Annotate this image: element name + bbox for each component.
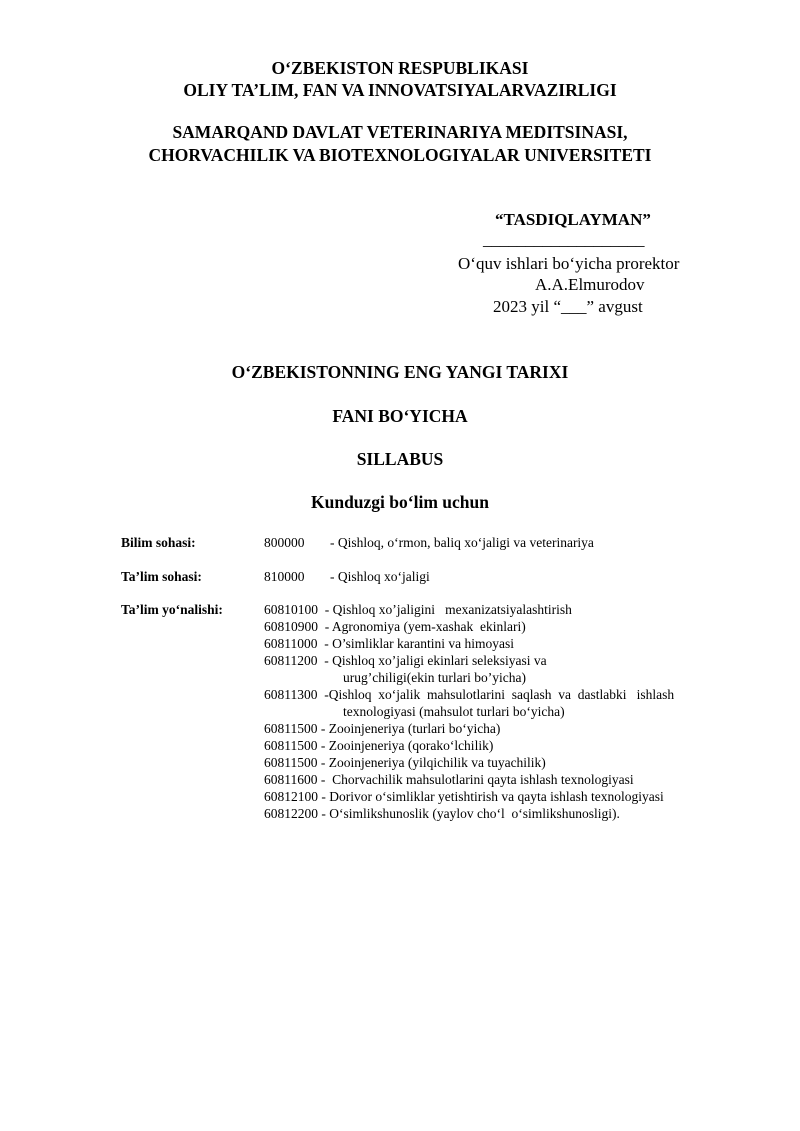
direction-item [264, 653, 547, 669]
direction-text: - Zooinjeneriya (turlari bo‘yicha) [317, 721, 501, 736]
direction-text: - O’simliklar karantini va himoyasi [317, 636, 514, 651]
talim-yonalishi-label: Ta’lim yo‘nalishi: [121, 602, 223, 617]
signature-line: ___________________ [483, 230, 645, 249]
direction-item [264, 789, 664, 805]
document-type: SILLABUS [356, 449, 444, 469]
bilim-sohasi-value: - Qishloq, o‘rmon, baliq xo‘jaligi va veterinariya [330, 535, 594, 550]
direction-text: - Zooinjeneriya (qorako‘lchilik) [317, 738, 494, 753]
university-line-1: SAMARQAND DAVLAT VETERINARIYA MEDITSINASI, [172, 122, 628, 142]
direction-code: 60811000 [264, 636, 318, 651]
direction-code: 60811200 [264, 653, 318, 668]
direction-continuation: urug’chiligi(ekin turlari bo’yicha) [343, 670, 526, 685]
direction-item [264, 738, 493, 754]
talim-sohasi-label: Ta’lim sohasi: [121, 569, 202, 584]
talim-sohasi-code: 810000 [264, 569, 305, 584]
university-line-2: CHORVACHILIK VA BIOTEXNOLOGIYALAR UNIVERSITETI [148, 145, 652, 165]
ministry-line-1: O‘ZBEKISTON RESPUBLIKASI [271, 58, 529, 78]
direction-text: - Agronomiya (yem-xashak ekinlari) [318, 619, 526, 634]
direction-code: 60811500 [264, 738, 318, 753]
direction-item [264, 619, 526, 635]
ministry-line-2: OLIY TA’LIM, FAN VA INNOVATSIYALARVAZIRLIGI [183, 80, 617, 100]
direction-item [264, 806, 620, 822]
direction-item [264, 687, 674, 703]
direction-code: 60812200 [264, 806, 318, 821]
direction-text: - Qishloq xo’jaligini mexanizatsiyalashtirish [318, 602, 572, 617]
direction-text: - O‘simlikshunoslik (yaylov cho‘l o‘simlikshunosligi). [318, 806, 620, 821]
approval-date: 2023 yil “___” avgust [493, 297, 643, 316]
direction-item [264, 755, 546, 771]
subject-title: O‘ZBEKISTONNING ENG YANGI TARIXI [231, 362, 569, 382]
direction-text: - Zooinjeneriya (yilqichilik va tuyachilik) [317, 755, 546, 770]
direction-item [264, 772, 634, 788]
approver-name: A.A.Elmurodov [535, 275, 645, 294]
talim-sohasi-value: - Qishloq xo‘jaligi [330, 569, 430, 584]
direction-code: 60812100 [264, 789, 318, 804]
subject-subtitle: FANI BO‘YICHA [332, 406, 468, 426]
approval-title: “TASDIQLAYMAN” [495, 210, 651, 229]
direction-text: - Qishloq xo’jaligi ekinlari seleksiyasi va [317, 653, 547, 668]
direction-code: 60811300 [264, 687, 318, 702]
direction-code: 60811500 [264, 721, 318, 736]
direction-item [264, 602, 572, 618]
bilim-sohasi-label: Bilim sohasi: [121, 535, 196, 550]
direction-text: - Dorivor o‘simliklar yetishtirish va qayta ishlash texnologiyasi [318, 789, 664, 804]
direction-item [264, 636, 514, 652]
bilim-sohasi-code: 800000 [264, 535, 305, 550]
direction-code: 60811500 [264, 755, 318, 770]
direction-text: - Chorvachilik mahsulotlarini qayta ishlash texnologiyasi [317, 772, 634, 787]
direction-code: 60810900 [264, 619, 318, 634]
direction-item [264, 721, 500, 737]
study-mode: Kunduzgi bo‘lim uchun [311, 492, 489, 512]
direction-code: 60811600 [264, 772, 318, 787]
direction-code: 60810100 [264, 602, 318, 617]
direction-text: -Qishloq xo‘jalik mahsulotlarini saqlash va dastlabki ishlash [317, 687, 675, 702]
direction-continuation: texnologiyasi (mahsulot turlari bo‘yicha) [343, 704, 565, 719]
approver-position: O‘quv ishlari bo‘yicha prorektor [458, 254, 680, 273]
